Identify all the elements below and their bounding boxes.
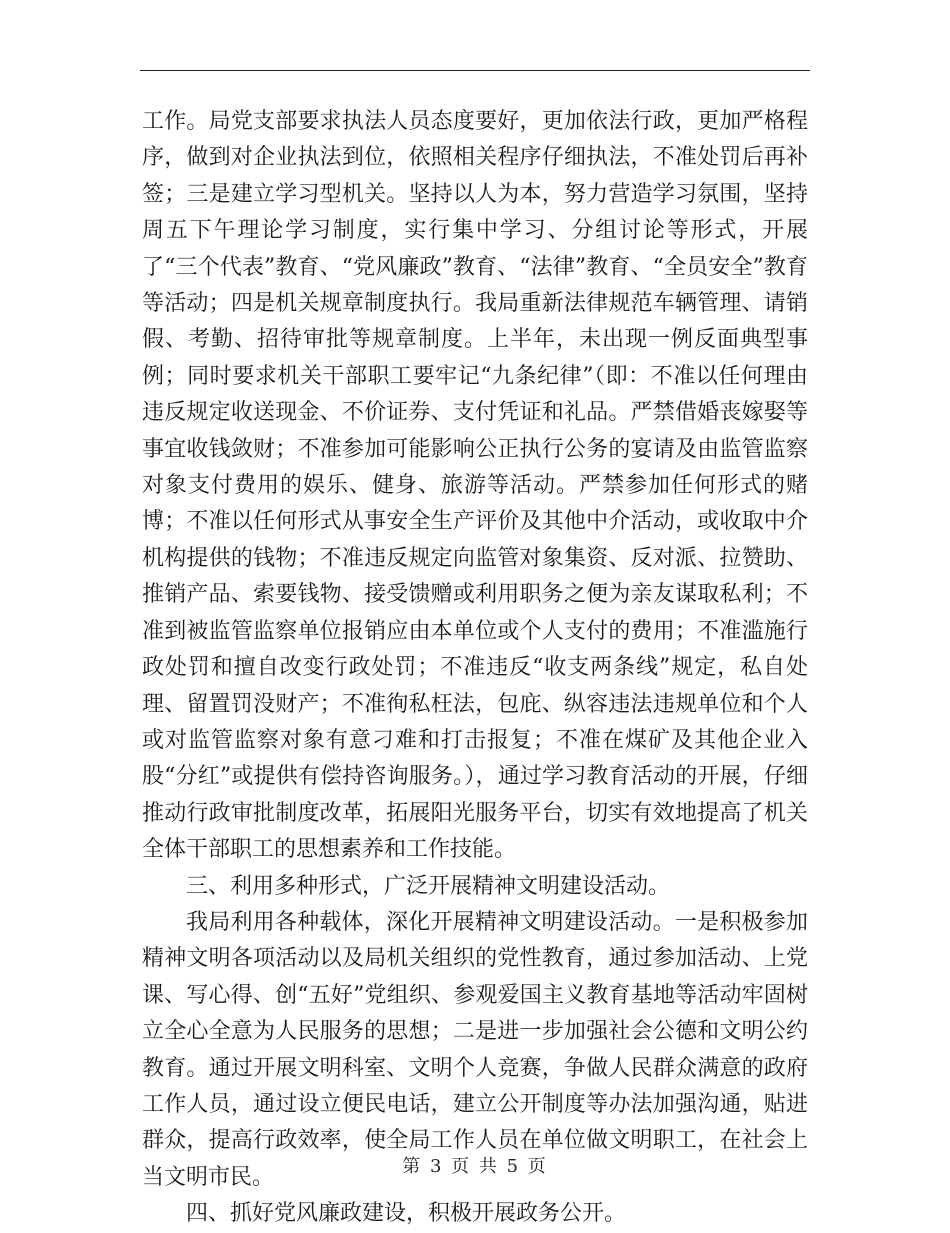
paragraph-section-3: 我局利用各种载体，深化开展精神文明建设活动。一是积极参加精神文明各项活动以及局机关组织的党性教育，通过参加活动、上党课、写心得、创“五好”党组织、参观爱国主义教育基地等活动牢固树立全心全意为人民服务的思想；二是进一步加强社会公德和文明公约教育。通过开展文明科室、文明个人竞赛，争做人民群众满意的政府工作人员，通过设立便民电话，建立公开制度等办法加强沟通，贴进群众，提高行政效率，使全局工作人员在单位做文明职工，在社会上当文明市民。 (142, 909, 808, 1190)
paragraph-continuation: 工作。局党支部要求执法人员态度要好，更加依法行政，更加严格程序，做到对企业执法到位，依照相关程序仔细执法，不准处罚后再补签；三是建立学习型机关。坚持以人为本，努力营造学习氛围，坚持周五下午理论学习制度，实行集中学习、分组讨论等形式，开展了“三个代表”教育、“党风廉政”教育、“法律”教育、“全员安全”教育等活动；四是机关规章制度执行。我局重新法律规范车辆管理、请销假、考勤、招待审批等规章制度。上半年，未出现一例反面典型事例；同时要求机关干部职工要牢记“九条纪律”（即：不准以任何理由违反规定收送现金、不价证券、支付凭证和礼品。严禁借婚丧嫁娶等事宜收钱敛财；不准参加可能影响公正执行公务的宴请及由监管监察对象支付费用的娱乐、健身、旅游等活动。严禁参加任何形式的赌博；不准以任何形式从事安全生产评价及其他中介活动，或收取中介机构提供的钱物；不准违反规定向监管对象集资、反对派、拉赞助、推销产品、索要钱物、接受馈赠或利用职务之便为亲友谋取私利；不准到被监管监察单位报销应由本单位或个人支付的费用；不准滥施行政处罚和擅自改变行政处罚；不准违反“收支两条线”规定，私自处理、留置罚没财产；不准徇私枉法，包庇、纵容违法违规单位和个人或对监管监察对象有意刁难和打击报复；不准在煤矿及其他企业入股“分红”或提供有偿持咨询服务。），通过学习教育活动的开展，仔细推动行政审批制度改革，拓展阳光服务平台，切实有效地提高了机关全体干部职工的思想素养和工作技能。 (142, 109, 808, 863)
section-heading-3: 三、利用多种形式，广泛开展精神文明建设活动。 (186, 873, 671, 899)
page-number-footer: 第 3 页 共 5 页 (402, 1156, 548, 1177)
section-heading-4: 四、抓好党风廉政建设，积极开展政务公开。 (186, 1201, 627, 1227)
document-body (142, 104, 808, 1233)
header-rule (140, 70, 810, 71)
